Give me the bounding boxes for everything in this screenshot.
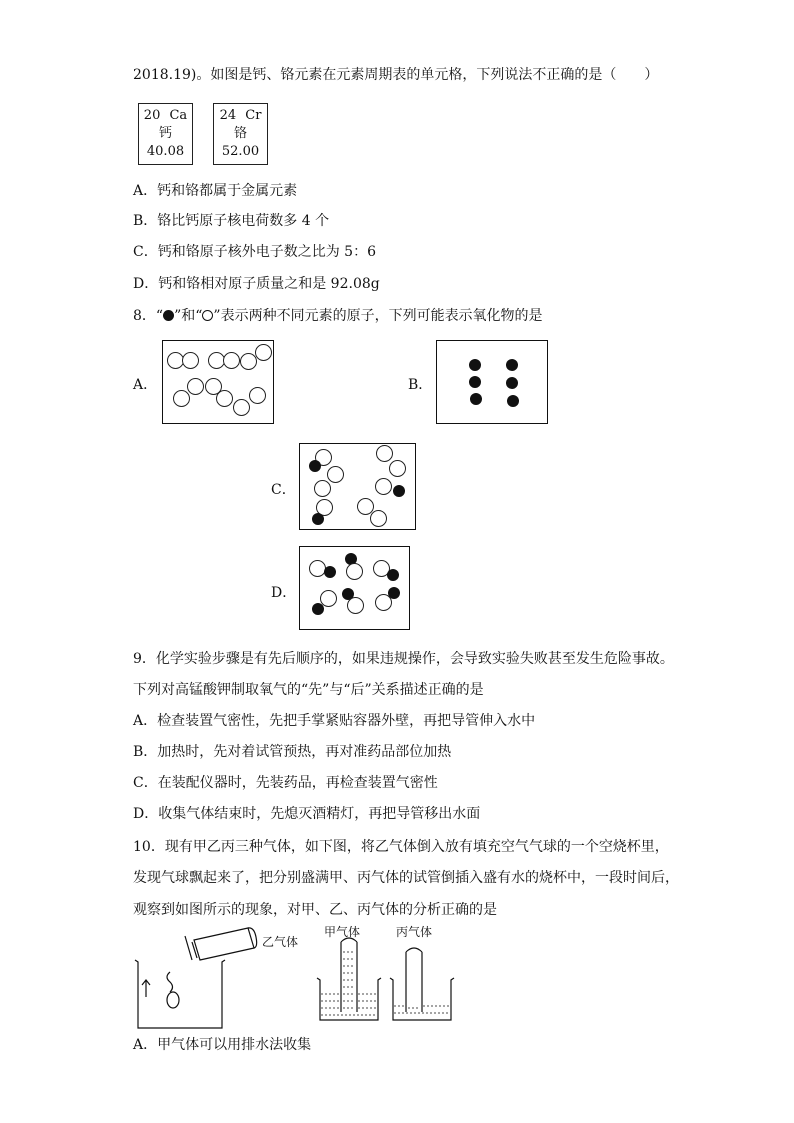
white-atom: [375, 478, 392, 495]
black-atom: [309, 460, 321, 472]
element-cell-ca: [138, 103, 193, 165]
q10-stem-line1: 10．现有甲乙丙三种气体，如下图，将乙气体倒入放有填充空气气球的一个空烧杯里，: [133, 839, 669, 855]
q8-figure-b: [436, 340, 548, 424]
bing-tube-in-beaker: [390, 948, 454, 1020]
black-atom-icon: [163, 310, 174, 321]
q8-label-b: B．: [408, 377, 433, 393]
black-atom: [312, 603, 324, 615]
jia-water: [321, 952, 377, 1015]
q9-option-c: C．在装配仪器时，先装药品，再检查装置气密性: [133, 775, 438, 791]
beaker-balloon-illustration: [135, 928, 257, 1028]
white-atom: [233, 399, 250, 416]
q9-stem-line1: 9．化学实验步骤是有先后顺序的，如果违规操作，会导致实验失败甚至发生危险事故。: [133, 651, 674, 667]
q7-option-d: D．钙和铬相对原子质量之和是 92.08g: [133, 276, 380, 292]
element-ca-mass: 40.08: [146, 144, 185, 159]
black-atom: [507, 395, 519, 407]
white-atom: [182, 352, 199, 369]
black-atom: [469, 359, 481, 371]
black-atom: [469, 376, 481, 388]
white-atom: [223, 352, 240, 369]
q8-label-d: D．: [271, 585, 297, 601]
black-atom: [387, 569, 399, 581]
white-atom: [370, 510, 387, 527]
black-atom: [393, 485, 405, 497]
q7-option-a: A．钙和铬都属于金属元素: [133, 183, 298, 199]
element-cell-cr: [213, 103, 268, 165]
white-atom: [187, 378, 204, 395]
q8-label-a: A．: [133, 377, 158, 393]
q7-stem: 2018.19)。如图是钙、铬元素在元素周期表的单元格，下列说法不正确的是（ ）: [133, 67, 659, 83]
q8-figure-d: [299, 546, 410, 630]
black-atom: [312, 513, 324, 525]
white-atom: [346, 563, 363, 580]
q10-stem-line3: 观察到如图所示的现象，对甲、乙、丙气体的分析正确的是: [133, 902, 497, 918]
element-ca-symbol: Ca: [169, 108, 188, 123]
q8-stem-part1: 8．“: [133, 308, 164, 324]
q7-option-c: C．钙和铬原子核外电子数之比为 5：6: [133, 244, 376, 260]
white-atom: [314, 480, 331, 497]
element-ca-header: [139, 107, 192, 125]
white-atom: [309, 560, 326, 577]
q10-option-a: A．甲气体可以用排水法收集: [133, 1037, 312, 1053]
q8-stem: [133, 307, 543, 325]
white-atom: [327, 466, 344, 483]
q8-stem-part2: ”和“: [174, 308, 203, 324]
white-atom: [255, 344, 272, 361]
q8-label-c: C．: [271, 482, 296, 498]
q8-figure-a: [162, 340, 274, 424]
q9-option-b: B．加热时，先对着试管预热，再对准药品部位加热: [133, 744, 452, 760]
white-atom: [376, 445, 393, 462]
q10-figure: [130, 922, 460, 1034]
white-atom: [173, 390, 190, 407]
white-atom: [240, 353, 257, 370]
element-cr-header: [214, 107, 267, 125]
q9-option-a: A．检查装置气密性，先把手掌紧贴容器外壁，再把导管伸入水中: [133, 713, 536, 729]
fig-label-yi: 乙气体: [262, 935, 299, 949]
white-atom: [216, 390, 233, 407]
element-ca-name: 钙: [158, 126, 172, 141]
black-atom: [470, 393, 482, 405]
q9-stem-line2: 下列对高锰酸钾制取氧气的“先”与“后”关系描述正确的是: [133, 682, 484, 698]
white-atom: [249, 387, 266, 404]
fig-label-jia: 甲气体: [324, 925, 361, 939]
element-cr-number: 24: [219, 108, 237, 123]
element-cr-mass: 52.00: [221, 144, 260, 159]
q8-figure-c: [299, 443, 416, 530]
q9-option-d: D．收集气体结束时，先熄灭酒精灯，再把导管移出水面: [133, 806, 481, 822]
black-atom: [506, 359, 518, 371]
q8-stem-part3: ”表示两种不同元素的原子，下列可能表示氧化物的是: [213, 308, 543, 324]
element-cr-name: 铬: [233, 126, 247, 141]
q7-option-b: B．铬比钙原子核电荷数多 4 个: [133, 213, 330, 229]
white-atom-icon: [202, 310, 213, 321]
white-atom: [375, 594, 392, 611]
white-atom: [389, 460, 406, 477]
q10-stem-line2: 发现气球飘起来了，把分别盛满甲、丙气体的试管倒插入盛有水的烧杯中，一段时间后，: [133, 870, 679, 886]
black-atom: [324, 566, 336, 578]
fig-label-bing: 丙气体: [396, 925, 433, 939]
element-ca-number: 20: [143, 108, 161, 123]
element-cr-symbol: Cr: [245, 108, 262, 123]
white-atom: [347, 597, 364, 614]
black-atom: [506, 377, 518, 389]
